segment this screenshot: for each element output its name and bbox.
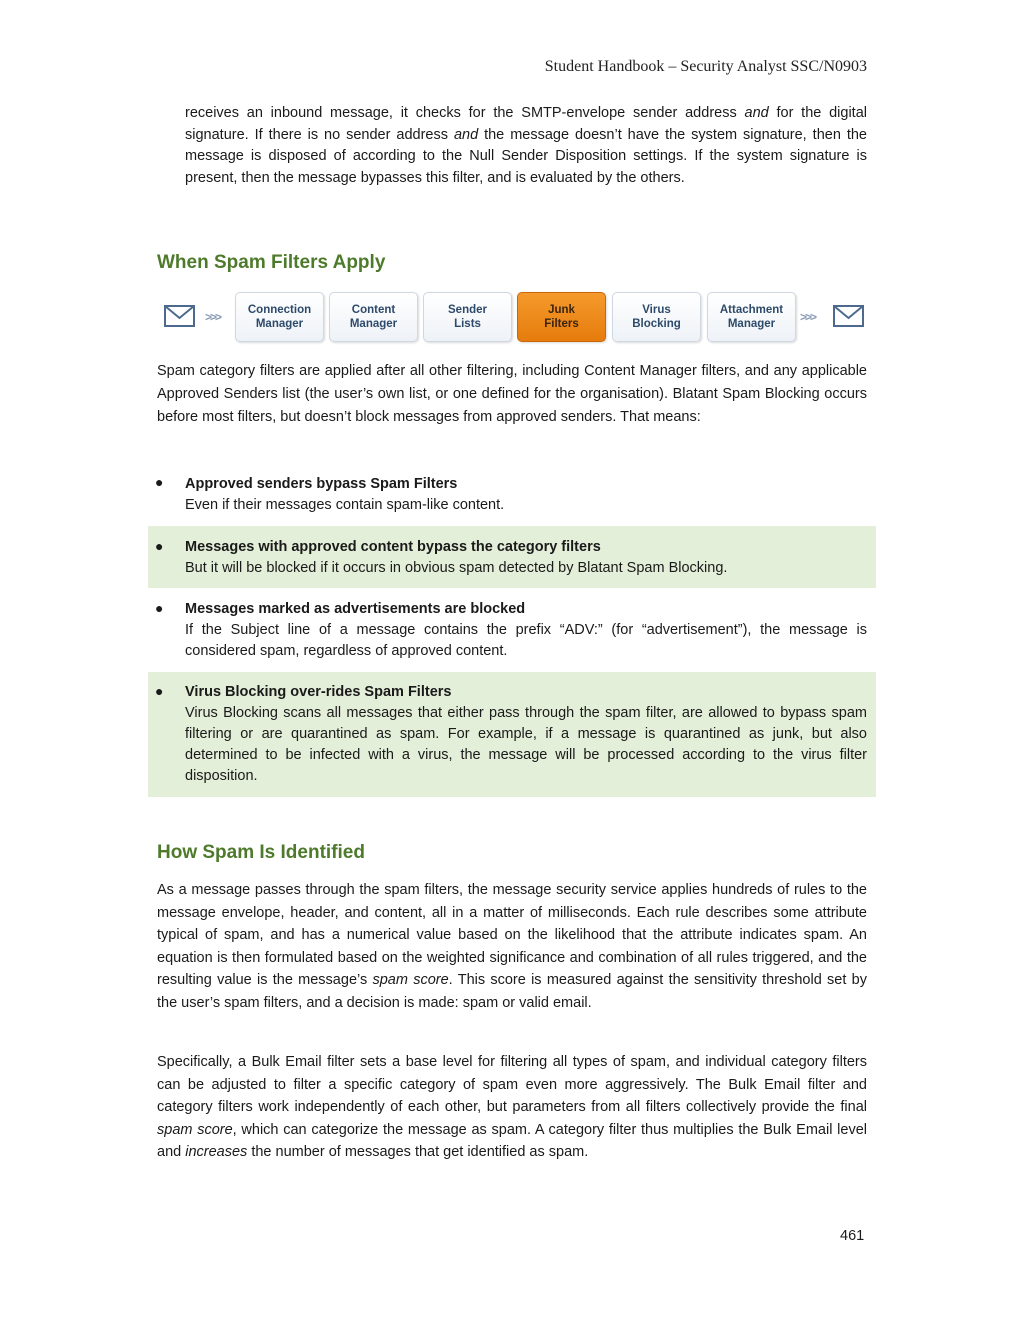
bullet-icon: ●	[155, 474, 164, 490]
paragraph-text: the number of messages that get identified as spam.	[247, 1144, 589, 1160]
bullet-text: If the Subject line of a message contains the prefix “ADV:” (for “advertisement”), the message is considered spam, regardless of approved content.	[185, 622, 867, 659]
flow-box-connection-manager: Connection Manager	[235, 292, 324, 342]
envelope-out-icon	[833, 305, 864, 327]
intro-text-3: the message doesn’t have the system signature, then the message is disposed of according to the Null Sender Disposition settings. If the system signature is present, then the message bypasses this filter, and is evaluated by the others.	[185, 126, 867, 186]
flow-box-sender-lists: Sender Lists	[423, 292, 512, 342]
flow-box-junk-filters: Junk Filters	[517, 292, 606, 342]
intro-text-1: receives an inbound message, it checks for the SMTP-envelope sender address	[185, 105, 745, 121]
bullet-item	[148, 672, 876, 797]
bullet-title: Messages with approved content bypass the category filters	[185, 539, 601, 555]
paragraph-text: As a message passes through the spam filters, the message security service applies hundreds of rules to the message envelope, header, and content, all in a matter of milliseconds. Each rule describes some attribute typical of spam, and has a numerical value based on the likelihood that the attribute indicates spam. An equation is then formulated based on the weighted significance and combination of all rules triggered, and the resulting value is the message’s	[157, 882, 867, 988]
flow-box-attachment-manager: Attachment Manager	[707, 292, 796, 342]
paragraph-text: , which can categorize the message as spam. A category filter thus multiplies the Bulk Email level and	[157, 1121, 867, 1160]
flow-box-virus-blocking: Virus Blocking	[612, 292, 701, 342]
envelope-in-icon	[164, 305, 195, 327]
bullet-text: But it will be blocked if it occurs in obvious spam detected by Blatant Spam Blocking.	[185, 560, 728, 576]
paragraph-text: Specifically, a Bulk Email filter sets a base level for filtering all types of spam, and individual category filters can be adjusted to filter a specific category of spam even more aggressively. The Bulk Email filter and category filters work independently of each other, but parameters from all filters collectively provide the final	[157, 1054, 867, 1115]
paragraph-emphasis: spam score	[157, 1121, 233, 1138]
bullet-title: Virus Blocking over-rides Spam Filters	[185, 684, 452, 700]
bullet-item	[148, 526, 876, 588]
page-header: Student Handbook – Security Analyst SSC/N0903	[544, 58, 867, 75]
bullet-item	[148, 592, 876, 668]
bullet-icon: ●	[155, 538, 164, 554]
section-heading-when-spam-filters-apply: When Spam Filters Apply	[157, 252, 386, 273]
paragraph-text: . This score is measured against the sensitivity threshold set by the user’s spam filters, and a decision is made: spam or valid email.	[157, 972, 867, 1011]
chevrons-icon: >>>	[205, 310, 221, 324]
identification-paragraph-1	[157, 879, 867, 1014]
intro-emphasis-2: and	[453, 126, 479, 143]
filters-paragraph: Spam category filters are applied after all other filtering, including Content Manager filters, and any applicable Approved Senders list (the user’s own list, or one defined for the organisation). Blatant Spam Blocking occurs before most filters, but doesn’t block messages from approved senders. That means:	[157, 363, 867, 425]
intro-emphasis-1: and	[744, 105, 769, 121]
bullet-title: Messages marked as advertisements are blocked	[185, 601, 526, 617]
section-heading-how-spam-is-identified: How Spam Is Identified	[157, 842, 365, 863]
bullet-text: Even if their messages contain spam-like content.	[185, 497, 505, 513]
bullet-icon: ●	[155, 600, 164, 616]
intro-text-2: for the digital signature. If there is no sender address	[185, 105, 867, 143]
chevrons-icon: >>>	[800, 310, 816, 324]
bullet-item	[148, 470, 876, 520]
paragraph-emphasis: spam score	[372, 972, 449, 988]
bullet-text: Virus Blocking scans all messages that either pass through the spam filter, are allowed to bypass spam filtering or are quarantined as spam. For example, if a message is quarantined as junk, but also determined to be infected with a virus, the message will be processed according to the virus filter disposition.	[185, 705, 867, 784]
paragraph-emphasis: increases	[185, 1144, 248, 1160]
bullet-title: Approved senders bypass Spam Filters	[185, 476, 458, 492]
bullet-icon: ●	[155, 683, 164, 699]
page-number: 461	[840, 1228, 865, 1244]
flow-box-content-manager: Content Manager	[329, 292, 418, 342]
identification-paragraph-2	[157, 1051, 867, 1164]
intro-paragraph	[185, 103, 867, 189]
filter-flow-diagram	[160, 290, 870, 344]
